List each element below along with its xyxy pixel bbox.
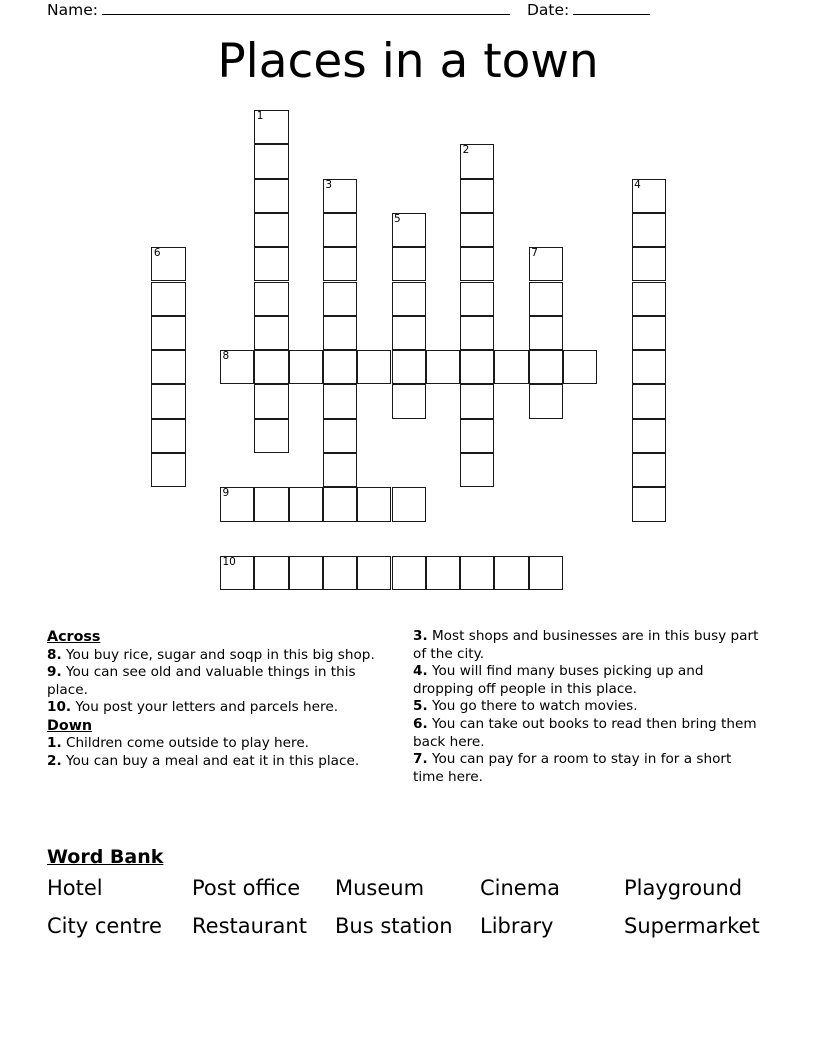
- crossword-cell-number: 9: [222, 487, 230, 500]
- crossword-cell-number: 3: [325, 178, 333, 191]
- crossword-cell[interactable]: [151, 453, 185, 487]
- crossword-cell[interactable]: [529, 384, 563, 418]
- clue-text: You will find many buses picking up and dropping off people in this place.: [413, 663, 704, 697]
- word-bank-word[interactable]: Supermarket: [624, 914, 760, 938]
- crossword-cell[interactable]: [254, 419, 288, 453]
- crossword-cell[interactable]: [151, 247, 185, 281]
- crossword-cell[interactable]: [254, 179, 288, 213]
- crossword-cell-number: 5: [394, 212, 401, 225]
- clue-text: You can pay for a room to stay in for a short time here.: [413, 751, 732, 785]
- crossword-cell[interactable]: [323, 453, 357, 487]
- clue-number: 7.: [413, 751, 428, 768]
- clue-down-3: [413, 628, 761, 663]
- down-heading: Down: [47, 717, 93, 734]
- page-title: Places in a town: [217, 34, 599, 89]
- clue-text: You post your letters and parcels here.: [75, 699, 339, 716]
- clue-down-5: [413, 698, 761, 716]
- clue-number: 8.: [47, 646, 62, 663]
- crossword-cell[interactable]: [357, 350, 391, 384]
- crossword-cell[interactable]: [254, 247, 288, 281]
- crossword-cell[interactable]: [392, 556, 426, 590]
- crossword-cell[interactable]: [632, 453, 666, 487]
- crossword-cell[interactable]: [323, 384, 357, 418]
- crossword-cell[interactable]: [151, 316, 185, 350]
- clue-number: 2.: [47, 752, 62, 769]
- crossword-cell[interactable]: [254, 213, 288, 247]
- word-bank-word[interactable]: Hotel: [47, 876, 103, 900]
- word-bank-word[interactable]: City centre: [47, 914, 162, 938]
- clue-down-4: [413, 663, 761, 698]
- clue-text: Most shops and businesses are in this busy part of the city.: [413, 628, 759, 662]
- crossword-cell[interactable]: [632, 350, 666, 384]
- crossword-cell[interactable]: [460, 213, 494, 247]
- crossword-cell[interactable]: [392, 213, 426, 247]
- crossword-cell[interactable]: [254, 110, 288, 144]
- crossword-cell-number: 10: [222, 555, 236, 568]
- crossword-cell[interactable]: [220, 350, 254, 384]
- crossword-cell[interactable]: [460, 247, 494, 281]
- crossword-cell-number: 2: [462, 144, 470, 157]
- crossword-cell[interactable]: [323, 247, 357, 281]
- clues-section: [47, 628, 769, 828]
- crossword-cell[interactable]: [632, 213, 666, 247]
- crossword-cell[interactable]: [460, 144, 494, 178]
- crossword-cell[interactable]: [151, 350, 185, 384]
- clue-text: You buy rice, sugar and soqp in this big shop.: [65, 646, 375, 663]
- word-bank-word[interactable]: Museum: [335, 876, 425, 900]
- clue-down-6: [413, 716, 761, 751]
- crossword-cell[interactable]: [323, 316, 357, 350]
- word-bank-word[interactable]: Bus station: [335, 914, 453, 938]
- date-label: Date:: [526, 1, 570, 19]
- crossword-cell[interactable]: [632, 247, 666, 281]
- crossword-cell[interactable]: [632, 316, 666, 350]
- clue-across-9: [47, 664, 389, 699]
- clue-across-10: [47, 699, 389, 717]
- clue-text: You can buy a meal and eat it in this place.: [65, 752, 360, 769]
- crossword-cell[interactable]: [460, 282, 494, 316]
- crossword-cell-number: 7: [531, 247, 538, 260]
- clue-number: 4.: [413, 663, 428, 680]
- crossword-cell[interactable]: [632, 179, 666, 213]
- clue-number: 9.: [47, 664, 62, 681]
- crossword-cell[interactable]: [392, 282, 426, 316]
- crossword-cell[interactable]: [323, 556, 357, 590]
- word-bank-word[interactable]: Cinema: [480, 876, 561, 900]
- name-label: Name:: [47, 1, 98, 19]
- crossword-cell[interactable]: [254, 144, 288, 178]
- word-bank-row-2: [47, 907, 777, 945]
- crossword-cell[interactable]: [357, 487, 391, 521]
- crossword-cell[interactable]: [460, 384, 494, 418]
- crossword-cell[interactable]: [392, 350, 426, 384]
- word-bank-word[interactable]: Playground: [624, 876, 743, 900]
- word-bank-word[interactable]: Library: [480, 914, 554, 938]
- word-bank-row-1: [47, 869, 777, 907]
- crossword-cell[interactable]: [494, 556, 528, 590]
- crossword-cell[interactable]: [392, 316, 426, 350]
- crossword-cell[interactable]: [632, 384, 666, 418]
- crossword-cell-number: 4: [634, 178, 641, 191]
- crossword-cell[interactable]: [632, 487, 666, 521]
- clues-left-column: [47, 628, 389, 771]
- clue-text: You can take out books to read then bring them back here.: [413, 715, 757, 750]
- crossword-cell[interactable]: [254, 556, 288, 590]
- crossword-cell[interactable]: [529, 247, 563, 281]
- crossword-cell[interactable]: [392, 487, 426, 521]
- crossword-cell[interactable]: [323, 282, 357, 316]
- crossword-cell[interactable]: [392, 247, 426, 281]
- clues-right-column: [413, 628, 761, 786]
- crossword-cell[interactable]: [220, 487, 254, 521]
- crossword-cell[interactable]: [357, 556, 391, 590]
- clue-down-1: [47, 735, 389, 753]
- word-bank-word[interactable]: Restaurant: [192, 914, 307, 938]
- clue-number: 10.: [47, 699, 72, 716]
- crossword-cell[interactable]: [460, 453, 494, 487]
- crossword-cell[interactable]: [460, 419, 494, 453]
- crossword-cell[interactable]: [254, 282, 288, 316]
- crossword-cell[interactable]: [632, 419, 666, 453]
- crossword-cell[interactable]: [254, 350, 288, 384]
- crossword-cell[interactable]: [460, 179, 494, 213]
- crossword-cell[interactable]: [323, 487, 357, 521]
- clue-text: Children come outside to play here.: [65, 735, 310, 752]
- crossword-cell[interactable]: [494, 350, 528, 384]
- clue-number: 5.: [413, 698, 428, 715]
- crossword-cell[interactable]: [151, 282, 185, 316]
- clue-text: You can see old and valuable things in this place.: [47, 664, 356, 698]
- crossword-cell-number: 6: [153, 247, 161, 260]
- crossword-cell[interactable]: [220, 556, 254, 590]
- crossword-cell[interactable]: [323, 213, 357, 247]
- crossword-cell[interactable]: [529, 350, 563, 384]
- clue-text: You go there to watch movies.: [431, 698, 638, 715]
- crossword-cell[interactable]: [529, 316, 563, 350]
- crossword-cell[interactable]: [151, 419, 185, 453]
- crossword-cell[interactable]: [323, 419, 357, 453]
- crossword-cell[interactable]: [632, 282, 666, 316]
- clue-number: 1.: [47, 735, 62, 752]
- crossword-cell[interactable]: [289, 487, 323, 521]
- crossword-cell[interactable]: [289, 556, 323, 590]
- crossword-cell[interactable]: [392, 384, 426, 418]
- word-bank-word[interactable]: Post office: [192, 876, 301, 900]
- crossword-cell[interactable]: [426, 556, 460, 590]
- crossword-cell[interactable]: [323, 179, 357, 213]
- clue-down-2: [47, 753, 389, 771]
- across-heading: Across: [47, 629, 101, 645]
- crossword-cell[interactable]: [323, 350, 357, 384]
- word-bank: [47, 845, 777, 945]
- crossword-cell-number: 1: [256, 110, 264, 122]
- crossword-cell[interactable]: [460, 350, 494, 384]
- crossword-cell[interactable]: [529, 556, 563, 590]
- crossword-cell[interactable]: [254, 384, 288, 418]
- clue-down-7: [413, 751, 761, 786]
- crossword-cell[interactable]: [460, 316, 494, 350]
- crossword-cell[interactable]: [529, 282, 563, 316]
- crossword-cell[interactable]: [460, 556, 494, 590]
- crossword-cell[interactable]: [289, 350, 323, 384]
- crossword-cell-number: 8: [222, 350, 230, 363]
- clue-across-8: [47, 647, 389, 665]
- crossword-cell[interactable]: [254, 316, 288, 350]
- word-bank-title: Word Bank: [47, 846, 164, 868]
- crossword-cell[interactable]: [426, 350, 460, 384]
- crossword-cell[interactable]: [151, 384, 185, 418]
- crossword-cell[interactable]: [563, 350, 597, 384]
- clue-number: 3.: [413, 628, 428, 644]
- crossword-cell[interactable]: [254, 487, 288, 521]
- clue-number: 6.: [413, 715, 428, 732]
